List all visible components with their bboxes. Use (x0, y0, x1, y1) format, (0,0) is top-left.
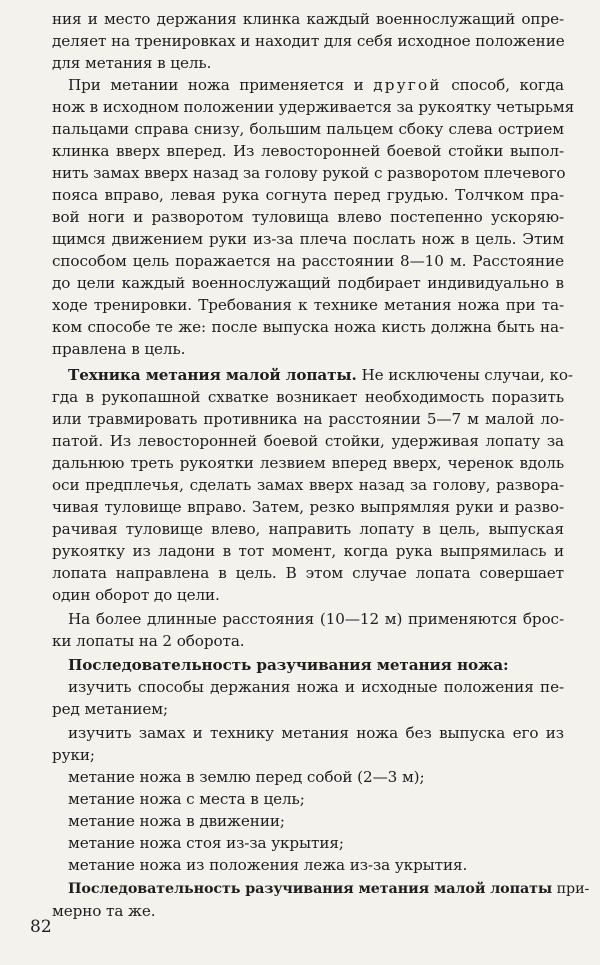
text-line: рачивая туловище влево, направить лопату в цель, выпуская (52, 520, 564, 538)
section-heading-shovel: Техника метания малой лопаты. (68, 366, 357, 384)
text-line: лопата направлена в цель. В этом случае лопата совершает (52, 564, 564, 582)
text-line: На более длинные расстояния (10—12 м) применяются брос- (68, 610, 564, 628)
text-line: нить замах вверх назад за голову рукой с разворотом плечевого (52, 164, 566, 182)
text-line: дальнюю треть рукоятки лезвием вперед вверх, черенок вдоль (52, 454, 564, 472)
text-line: или травмировать противника на расстоянии 5—7 м малой ло- (52, 410, 564, 428)
text-line: деляет на тренировках и находит для себя исходное положение (52, 32, 565, 50)
section-heading-shovel-sequence: Последовательность разучивания метания малой лопаты (68, 881, 553, 897)
text-span: при- (552, 881, 590, 897)
text-line: до цели каждый военнослужащий подбирает индивидуально в (52, 274, 564, 292)
text-line: нож в исходном положении удерживается за рукоятку четырьмя (52, 98, 575, 116)
text-line: вой ноги и разворотом туловища влево постепенно ускоряю- (52, 208, 564, 226)
section-heading-knife-sequence: Последовательность разучивания метания ножа: (68, 656, 509, 674)
list-item: изучить способы держания ножа и исходные положения пе- (68, 678, 564, 696)
text-span: способ, когда (441, 76, 564, 94)
text-line: пояса вправо, левая рука согнута перед грудью. Толчком пра- (52, 186, 564, 204)
text-line: рукоятку из ладони в тот момент, когда рука выпрямилась и (52, 542, 564, 560)
text-line: ходе тренировки. Требования к технике метания ножа при та- (52, 296, 564, 314)
text-line (68, 364, 573, 386)
text-line: пальцами справа снизу, большим пальцем сбоку слева острием (52, 120, 564, 138)
spaced-emphasis: другой (373, 76, 442, 94)
text-line: щимся движением руки из-за плеча послать нож в цель. Этим (52, 230, 564, 248)
text-line: ком способе те же: после выпуска ножа кисть должна быть на- (52, 318, 564, 336)
text-line (68, 878, 590, 900)
page-number: 82 (30, 917, 52, 937)
text-line: оси предплечья, сделать замах вверх назад за голову, развора- (52, 476, 564, 494)
text-line: клинка вверх вперед. Из левосторонней боевой стойки выпол- (52, 142, 564, 160)
list-item: метание ножа в движении; (68, 812, 285, 830)
list-item: изучить замах и технику метания ножа без выпуска его из (68, 724, 564, 742)
text-line: правлена в цель. (52, 340, 186, 358)
text-span: При метании ножа применяется и (68, 76, 374, 94)
text-line: мерно та же. (52, 902, 156, 920)
text-line: патой. Из левосторонней боевой стойки, удерживая лопату за (52, 432, 564, 450)
text-line: ред метанием; (52, 700, 169, 718)
text-line: ки лопаты на 2 оборота. (52, 632, 245, 650)
text-line: один оборот до цели. (52, 586, 220, 604)
text-line: руки; (52, 746, 95, 764)
text-line: способом цель поражается на расстоянии 8—10 м. Расстояние (52, 252, 564, 270)
list-item: метание ножа стоя из-за укрытия; (68, 834, 344, 852)
list-item: метание ножа с места в цель; (68, 790, 305, 808)
text-line: ния и место держания клинка каждый военнослужащий опре- (52, 10, 564, 28)
text-line: чивая туловище вправо. Затем, резко выпрямляя руки и разво- (52, 498, 564, 516)
text-span: Не исключены случаи, ко- (356, 366, 573, 384)
text-line: для метания в цель. (52, 54, 212, 72)
text-line (68, 74, 564, 96)
list-item: метание ножа из положения лежа из-за укрытия. (68, 856, 468, 874)
list-item: метание ножа в землю перед собой (2—3 м); (68, 768, 425, 786)
text-line: гда в рукопашной схватке возникает необходимость поразить (52, 388, 564, 406)
